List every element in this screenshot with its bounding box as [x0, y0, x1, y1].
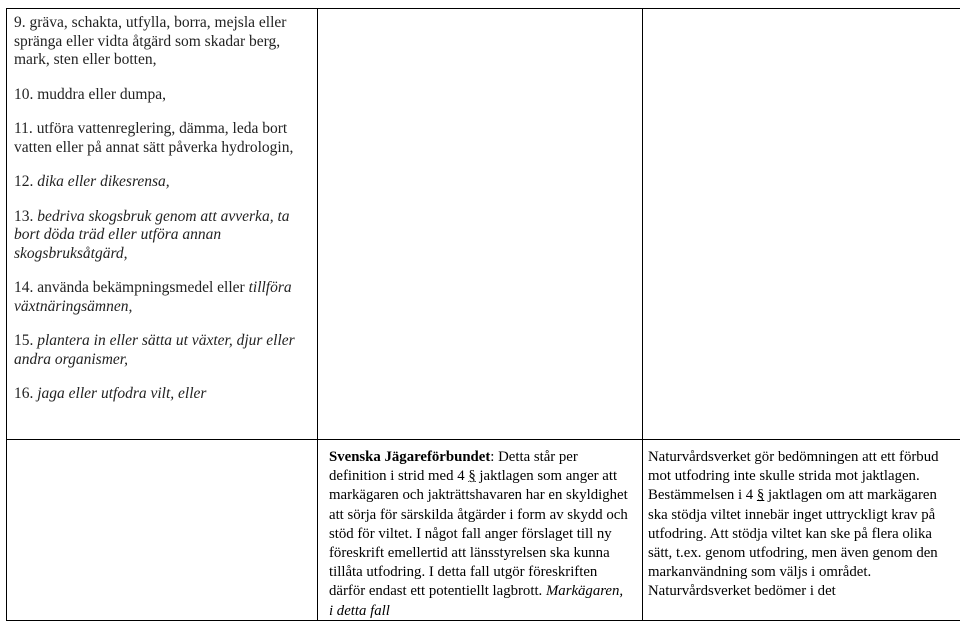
list-item: 10. muddra eller dumpa,: [14, 85, 166, 103]
list-item: 12. dika eller dikesrensa,: [14, 173, 170, 190]
provision-list: [14, 14, 310, 420]
table-cell-response: [643, 9, 960, 440]
section-symbol: §: [756, 487, 765, 504]
list-item: 14. använda bekämpningsmedel eller tillföra växtnäringsämnen,: [14, 279, 292, 315]
table-cell-provision: [7, 440, 318, 621]
comment-naturvardsverket: Naturvårdsverket gör bedömningen att ett förbud mot utfodring inte skulle strida mot jaktlagen. Bestämmelsen i 4 § jaktlagen om att markägaren ska stödja viltet innebär inget uttryckligt krav på utfodring. Att stödja viltet kan ske på flera olika sätt, t.ex. genom utfodring, men även genom den markanvändning som väljs i området. Naturvårdsverket bedömer i det: [648, 449, 939, 600]
list-item: 15. plantera in eller sätta ut växter, djur eller andra organismer,: [14, 332, 295, 368]
list-item: 13. bedriva skogsbruk genom att avverka, ta bort döda träd eller utföra annan skogsbruksåtgärd,: [14, 207, 290, 262]
org-name: Svenska Jägareförbundet: [329, 449, 491, 465]
table-cell-comment: [318, 9, 643, 440]
list-item: 11. utföra vattenreglering, dämma, leda bort vatten eller på annat sätt påverka hydrologin,: [14, 120, 294, 156]
list-item: 16. jaga eller utfodra vilt, eller: [14, 385, 207, 402]
comment-jagareforbundet: Svenska Jägareförbundet: Detta står per definition i strid med 4 § jaktlagen som anger att markägaren och jakträttshavaren har en skyldighet att sörja för särskilda åtgärder i form av skydd och stöd för viltet. I något fall anger förslaget till ny föreskrift emellertid att länsstyrelsen ska kunna tillåta utfodring. I detta fall utgör föreskriften därför endast ett potentiellt lagbrott. Markägaren, i detta fall: [329, 449, 628, 619]
section-symbol: §: [468, 468, 476, 485]
list-item: 9. gräva, schakta, utfylla, borra, mejsla eller spränga eller vidta åtgärd som skadar berg, mark, sten eller botten,: [14, 14, 287, 68]
